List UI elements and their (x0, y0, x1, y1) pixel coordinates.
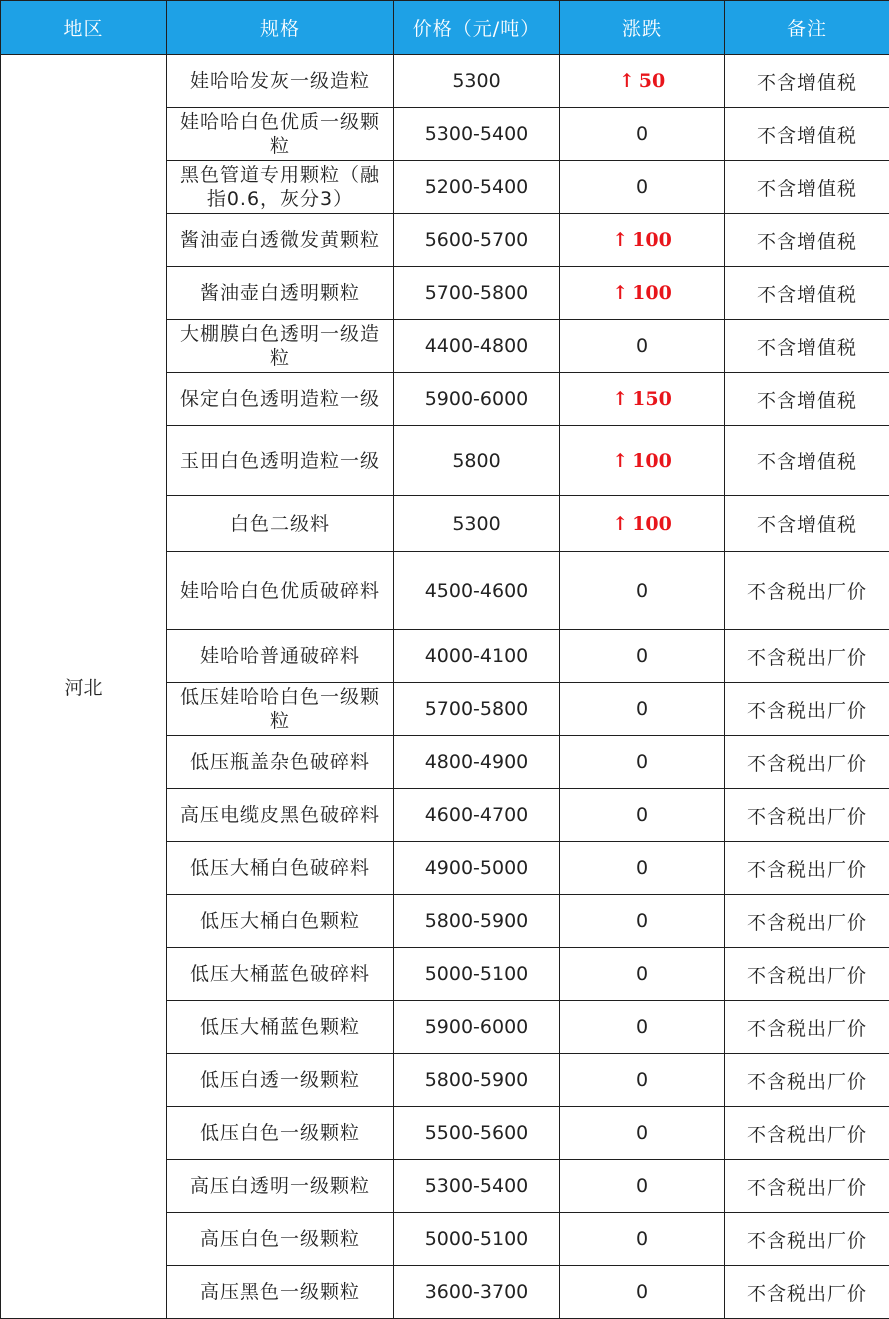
up-arrow-icon: ↑ (612, 388, 628, 410)
price-cell: 5200-5400 (394, 161, 560, 214)
price-cell: 4400-4800 (394, 320, 560, 373)
change-cell (560, 630, 725, 683)
note-cell: 不含税出厂价 (725, 1266, 889, 1319)
note-cell: 不含税出厂价 (725, 789, 889, 842)
spec-cell: 娃哈哈发灰一级造粒 (167, 55, 394, 108)
change-value: 0 (636, 335, 648, 357)
note-cell: 不含增值税 (725, 214, 889, 267)
change-value: 100 (632, 229, 672, 251)
change-cell (560, 552, 725, 630)
up-arrow-icon: ↑ (612, 282, 628, 304)
change-value: 0 (636, 698, 648, 720)
spec-cell: 低压娃哈哈白色一级颗粒 (167, 683, 394, 736)
change-value: 0 (636, 804, 648, 826)
up-arrow-icon: ↑ (612, 229, 628, 251)
price-cell: 5600-5700 (394, 214, 560, 267)
price-cell: 5800 (394, 426, 560, 496)
spec-cell: 娃哈哈白色优质破碎料 (167, 552, 394, 630)
spec-cell: 高压电缆皮黑色破碎料 (167, 789, 394, 842)
spec-cell: 黑色管道专用颗粒（融指0.6，灰分3） (167, 161, 394, 214)
price-cell: 4800-4900 (394, 736, 560, 789)
change-value: 0 (636, 1281, 648, 1303)
change-value: 0 (636, 580, 648, 602)
note-cell: 不含增值税 (725, 320, 889, 373)
price-cell: 5300-5400 (394, 1160, 560, 1213)
price-cell: 4500-4600 (394, 552, 560, 630)
change-cell (560, 789, 725, 842)
note-cell: 不含增值税 (725, 55, 889, 108)
spec-cell: 高压白透明一级颗粒 (167, 1160, 394, 1213)
spec-cell: 高压白色一级颗粒 (167, 1213, 394, 1266)
change-cell (560, 1001, 725, 1054)
spec-cell: 娃哈哈普通破碎料 (167, 630, 394, 683)
note-cell: 不含增值税 (725, 496, 889, 552)
header-region: 地区 (1, 1, 167, 55)
change-value: 0 (636, 1016, 648, 1038)
up-arrow-icon: ↑ (612, 450, 628, 472)
price-cell: 5900-6000 (394, 373, 560, 426)
change-cell (560, 948, 725, 1001)
change-cell (560, 683, 725, 736)
price-cell: 5000-5100 (394, 1213, 560, 1266)
spec-cell: 玉田白色透明造粒一级 (167, 426, 394, 496)
spec-cell: 娃哈哈白色优质一级颗粒 (167, 108, 394, 161)
change-value: 0 (636, 910, 648, 932)
spec-cell: 低压大桶白色破碎料 (167, 842, 394, 895)
price-cell: 4900-5000 (394, 842, 560, 895)
change-cell (560, 1266, 725, 1319)
price-cell: 5500-5600 (394, 1107, 560, 1160)
header-row (1, 1, 889, 55)
change-cell (560, 736, 725, 789)
change-cell (560, 842, 725, 895)
note-cell: 不含增值税 (725, 426, 889, 496)
spec-cell: 低压大桶蓝色颗粒 (167, 1001, 394, 1054)
change-value: 0 (636, 857, 648, 879)
spec-cell: 低压瓶盖杂色破碎料 (167, 736, 394, 789)
change-cell (560, 320, 725, 373)
change-value: 100 (632, 513, 672, 535)
change-value: 0 (636, 963, 648, 985)
change-value: 0 (636, 1175, 648, 1197)
change-cell (560, 426, 725, 496)
price-cell: 5700-5800 (394, 683, 560, 736)
spec-cell: 低压大桶白色颗粒 (167, 895, 394, 948)
spec-cell: 大棚膜白色透明一级造粒 (167, 320, 394, 373)
change-value: 150 (632, 388, 672, 410)
region-cell: 河北 (1, 55, 167, 1319)
note-cell: 不含税出厂价 (725, 1107, 889, 1160)
price-cell: 5000-5100 (394, 948, 560, 1001)
note-cell: 不含税出厂价 (725, 1001, 889, 1054)
price-cell: 4600-4700 (394, 789, 560, 842)
change-value: 0 (636, 645, 648, 667)
header-note: 备注 (725, 1, 889, 55)
table-row (1, 55, 889, 108)
note-cell: 不含税出厂价 (725, 895, 889, 948)
change-value: 0 (636, 1228, 648, 1250)
note-cell: 不含税出厂价 (725, 552, 889, 630)
note-cell: 不含税出厂价 (725, 1213, 889, 1266)
price-cell: 3600-3700 (394, 1266, 560, 1319)
price-cell: 5800-5900 (394, 895, 560, 948)
change-cell (560, 55, 725, 108)
note-cell: 不含增值税 (725, 161, 889, 214)
spec-cell: 酱油壶白透明颗粒 (167, 267, 394, 320)
note-cell: 不含税出厂价 (725, 630, 889, 683)
change-cell (560, 108, 725, 161)
change-value: 100 (632, 282, 672, 304)
change-value: 0 (636, 123, 648, 145)
spec-cell: 酱油壶白透微发黄颗粒 (167, 214, 394, 267)
note-cell: 不含增值税 (725, 373, 889, 426)
change-cell (560, 161, 725, 214)
price-cell: 5300-5400 (394, 108, 560, 161)
change-value: 0 (636, 176, 648, 198)
header-price: 价格（元/吨） (394, 1, 560, 55)
note-cell: 不含税出厂价 (725, 1160, 889, 1213)
price-cell: 5900-6000 (394, 1001, 560, 1054)
change-cell (560, 267, 725, 320)
change-value: 50 (639, 70, 665, 92)
price-cell: 5300 (394, 55, 560, 108)
change-value: 0 (636, 1069, 648, 1091)
price-cell: 4000-4100 (394, 630, 560, 683)
spec-cell: 白色二级料 (167, 496, 394, 552)
spec-cell: 高压黑色一级颗粒 (167, 1266, 394, 1319)
price-cell: 5800-5900 (394, 1054, 560, 1107)
up-arrow-icon: ↑ (619, 70, 635, 92)
note-cell: 不含税出厂价 (725, 736, 889, 789)
note-cell: 不含增值税 (725, 267, 889, 320)
header-spec: 规格 (167, 1, 394, 55)
note-cell: 不含税出厂价 (725, 683, 889, 736)
header-change: 涨跌 (560, 1, 725, 55)
spec-cell: 低压大桶蓝色破碎料 (167, 948, 394, 1001)
change-cell (560, 1160, 725, 1213)
change-cell (560, 895, 725, 948)
change-cell (560, 373, 725, 426)
spec-cell: 低压白透一级颗粒 (167, 1054, 394, 1107)
change-value: 0 (636, 1122, 648, 1144)
price-cell: 5700-5800 (394, 267, 560, 320)
table-body (1, 55, 889, 1319)
up-arrow-icon: ↑ (612, 513, 628, 535)
note-cell: 不含税出厂价 (725, 842, 889, 895)
note-cell: 不含税出厂价 (725, 948, 889, 1001)
note-cell: 不含增值税 (725, 108, 889, 161)
change-cell (560, 1213, 725, 1266)
spec-cell: 低压白色一级颗粒 (167, 1107, 394, 1160)
change-cell (560, 214, 725, 267)
change-value: 0 (636, 751, 648, 773)
change-cell (560, 1107, 725, 1160)
spec-cell: 保定白色透明造粒一级 (167, 373, 394, 426)
note-cell: 不含税出厂价 (725, 1054, 889, 1107)
price-cell: 5300 (394, 496, 560, 552)
change-cell (560, 1054, 725, 1107)
change-value: 100 (632, 450, 672, 472)
change-cell (560, 496, 725, 552)
table-header (1, 1, 889, 55)
